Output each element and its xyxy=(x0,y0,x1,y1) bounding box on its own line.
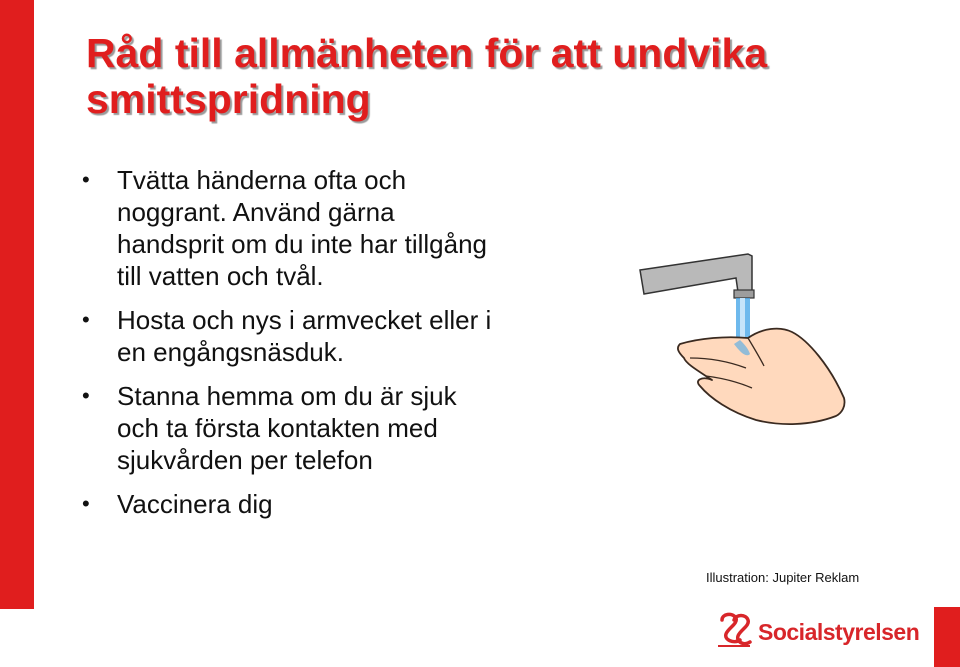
bullet-text: Tvätta händerna ofta och noggrant. Använd gärna handsprit om du inte har tillgång till vatten och tvål. xyxy=(117,165,488,291)
bullet-icon: • xyxy=(82,491,90,516)
bullet-text: Vaccinera dig xyxy=(117,489,273,519)
bullet-icon: • xyxy=(82,307,90,332)
right-accent-bar xyxy=(934,607,960,667)
bullet-icon: • xyxy=(82,167,90,192)
socialstyrelsen-logo-icon xyxy=(714,610,754,655)
bullet-item xyxy=(82,380,502,476)
socialstyrelsen-logo xyxy=(714,609,919,655)
slide-title: Råd till allmänheten för att undvika smittspridning xyxy=(86,30,768,122)
bullet-item xyxy=(82,164,502,292)
bullet-text: Hosta och nys i armvecket eller i en engångsnäsduk. xyxy=(117,305,492,367)
bullet-icon: • xyxy=(82,383,90,408)
bullet-list xyxy=(82,164,502,532)
logo-text: Socialstyrelsen xyxy=(758,618,920,645)
bullet-text: Stanna hemma om du är sjuk och ta första kontakten med sjukvården per telefon xyxy=(117,381,457,475)
bullet-item xyxy=(82,488,502,520)
left-accent-bar xyxy=(0,0,34,609)
bullet-item xyxy=(82,304,502,368)
illustration-credit: Illustration: Jupiter Reklam xyxy=(706,570,860,585)
hand-washing-illustration xyxy=(630,248,880,438)
